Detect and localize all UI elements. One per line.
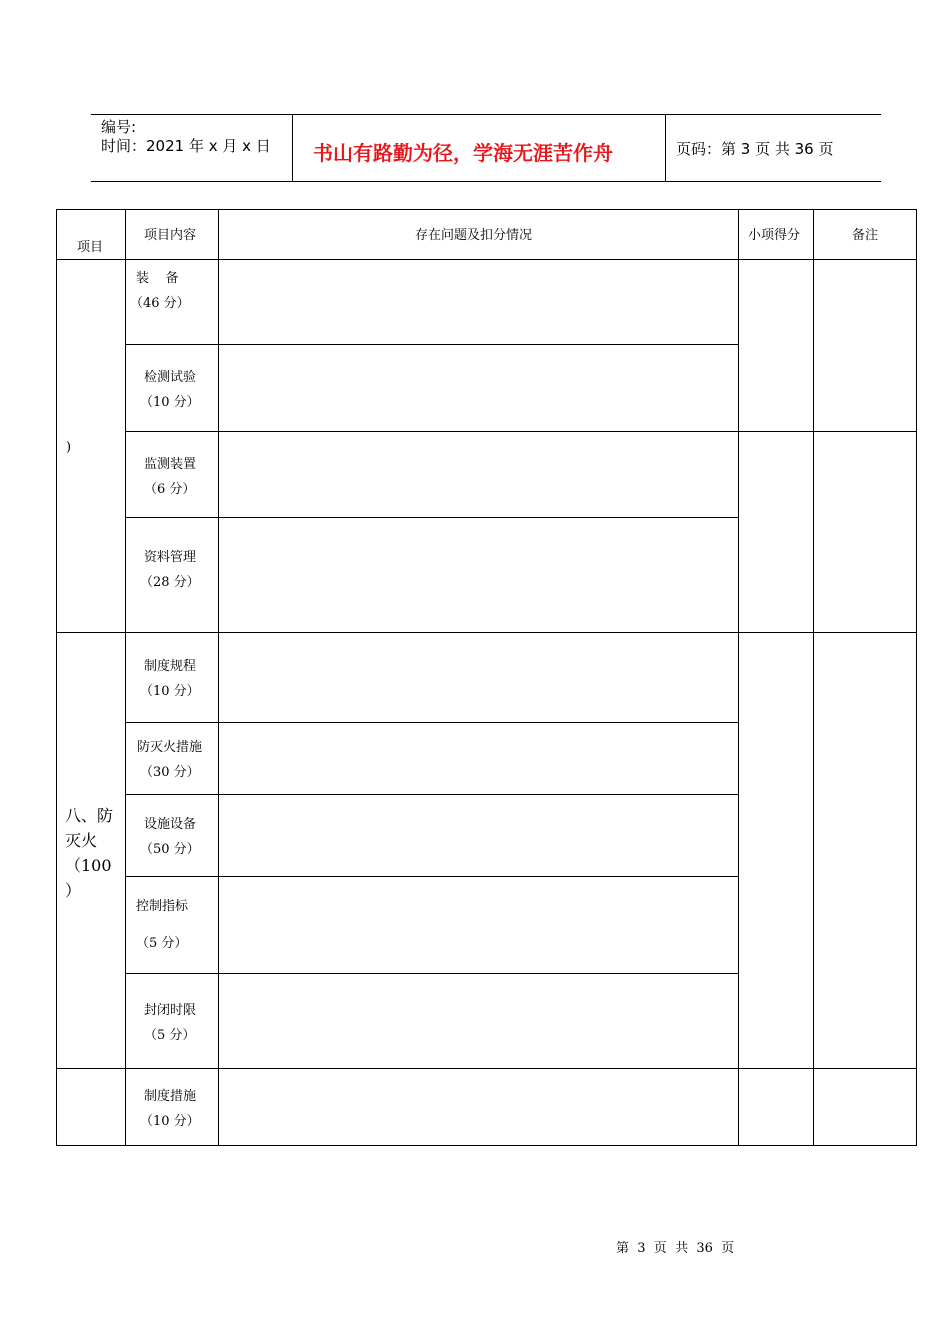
table-border-right xyxy=(916,209,917,1145)
row-divider xyxy=(56,1068,917,1069)
section-label-prev: ) xyxy=(66,440,72,455)
item-points: （6 分） xyxy=(144,482,196,497)
table-border-top xyxy=(56,209,917,210)
header-top-rule xyxy=(91,114,881,115)
page-footer: 第 3 页 共 36 页 xyxy=(616,1241,735,1256)
header-divider-left xyxy=(292,114,293,181)
item-points: （10 分） xyxy=(140,684,200,699)
item-points: （30 分） xyxy=(140,765,200,780)
header-bottom-rule xyxy=(91,181,881,182)
column-divider xyxy=(218,209,219,1145)
header-motto: 书山有路勤为径，学海无涯苦作舟 xyxy=(313,141,613,165)
column-divider xyxy=(125,209,126,1145)
item-points: （46 分） xyxy=(130,296,190,311)
item-points: （50 分） xyxy=(140,842,200,857)
row-divider xyxy=(738,431,917,432)
sub-row-divider xyxy=(125,517,739,518)
sub-row-divider xyxy=(125,344,739,345)
item-points: （10 分） xyxy=(140,1114,200,1129)
column-divider xyxy=(813,209,814,1145)
item-name: 控制指标 xyxy=(136,899,189,914)
sub-row-divider xyxy=(125,876,739,877)
item-name: 设施设备 xyxy=(144,817,197,832)
item-name: 制度规程 xyxy=(144,659,197,674)
item-name: 检测试验 xyxy=(144,370,197,385)
sub-row-divider xyxy=(125,794,739,795)
sub-row-divider xyxy=(125,431,739,432)
row-divider xyxy=(56,259,917,260)
document-number-label: 编号: xyxy=(101,118,137,136)
section-label-fire: （100 xyxy=(65,856,112,875)
sub-row-divider xyxy=(125,722,739,723)
column-header-project: 项目 xyxy=(77,240,104,255)
section-label-fire: ） xyxy=(65,881,82,900)
item-points: （28 分） xyxy=(140,575,200,590)
sub-row-divider xyxy=(125,973,739,974)
document-date-label: 时间：2021 年 x 月 x 日 xyxy=(101,137,271,155)
table-border-bottom xyxy=(56,1145,917,1146)
section-label-fire: 八、防 xyxy=(65,806,114,825)
item-name: 装 备 xyxy=(136,271,179,286)
item-name: 封闭时限 xyxy=(144,1003,197,1018)
page-number-label: 页码：第 3 页 共 36 页 xyxy=(676,140,834,158)
column-header-content: 项目内容 xyxy=(144,228,197,243)
item-points: （5 分） xyxy=(144,1028,196,1043)
column-header-remarks: 备注 xyxy=(852,228,879,243)
item-name: 防灭火措施 xyxy=(137,740,203,755)
item-points: （5 分） xyxy=(136,936,188,951)
row-divider xyxy=(56,632,917,633)
item-name: 资料管理 xyxy=(144,550,197,565)
section-label-fire: 灭火 xyxy=(65,831,98,850)
item-name: 监测装置 xyxy=(144,457,197,472)
item-name: 制度措施 xyxy=(144,1089,197,1104)
column-header-issues: 存在问题及扣分情况 xyxy=(415,228,533,243)
column-divider xyxy=(738,209,739,1145)
item-points: （10 分） xyxy=(140,395,200,410)
column-header-score: 小项得分 xyxy=(748,228,801,243)
table-border-left xyxy=(56,209,57,1145)
header-divider-right xyxy=(665,114,666,181)
